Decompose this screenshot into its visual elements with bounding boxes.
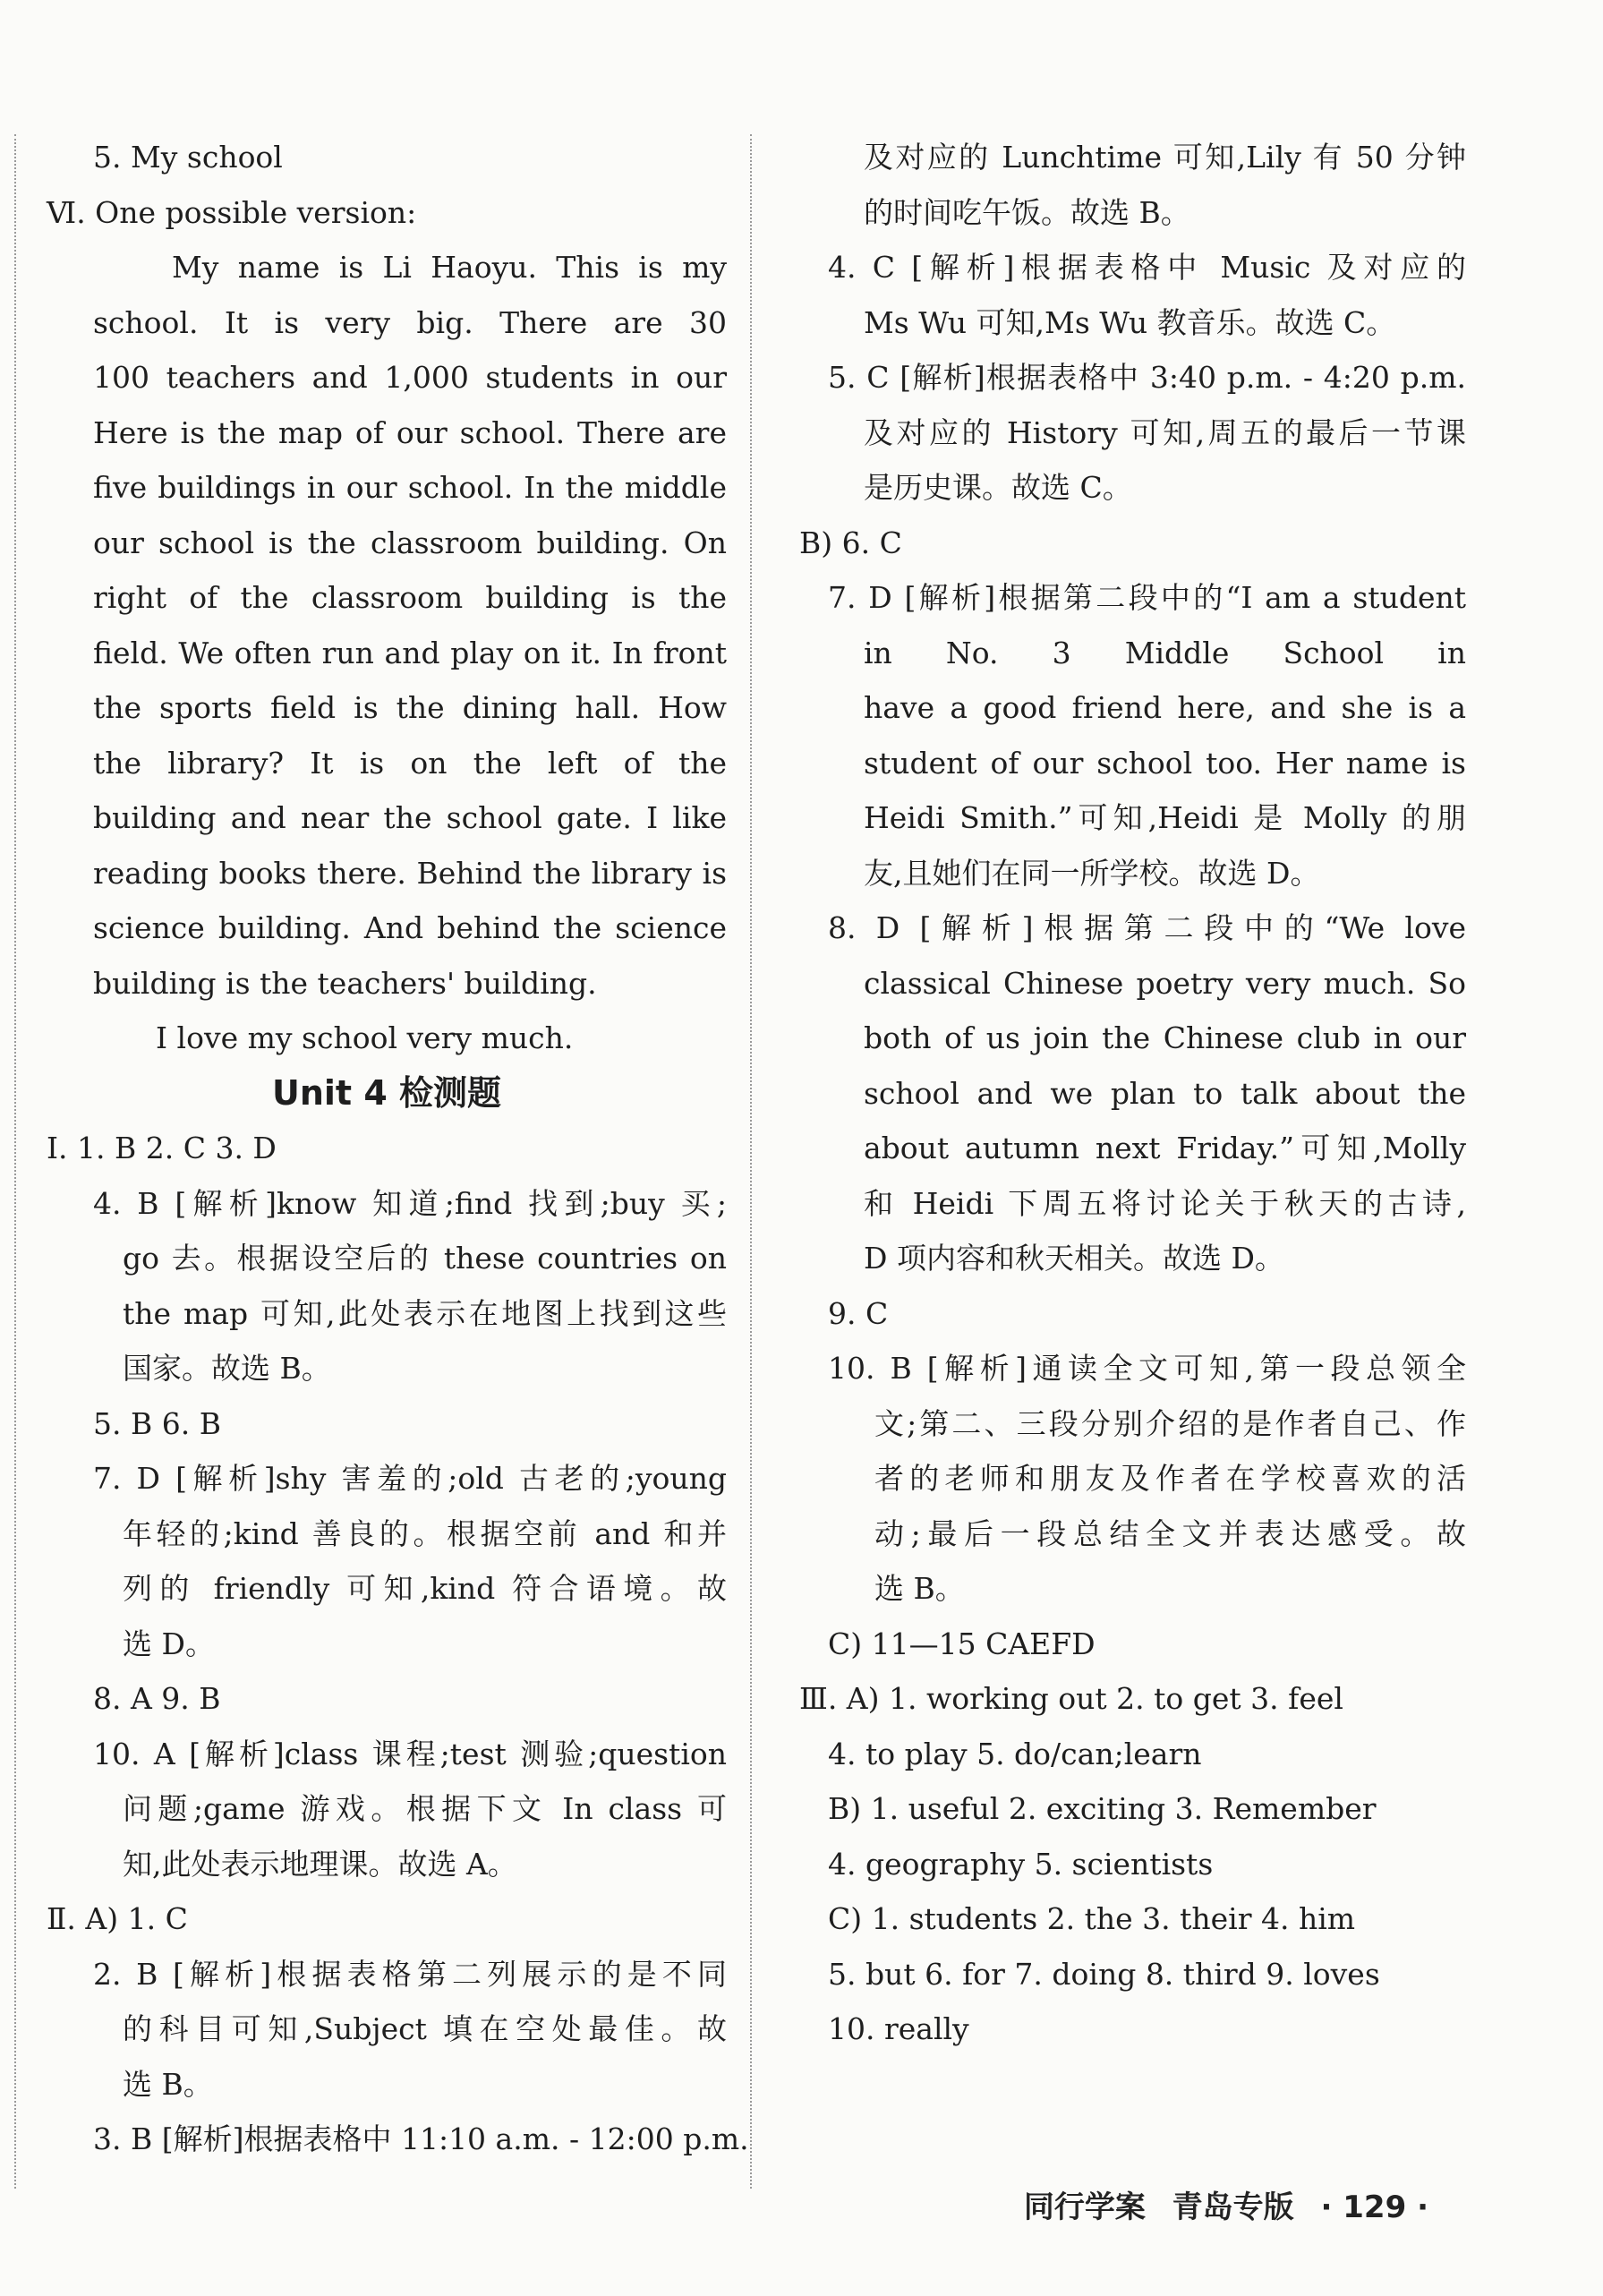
right-line: 及对应的 History 可知,周五的最后一节课 [864, 414, 1466, 450]
left-line: the library? It is on the left of the [93, 745, 727, 781]
left-line: I love my school very much. [156, 1020, 574, 1055]
right-line: 7. D [解析]根据第二段中的“I am a student [828, 580, 1466, 615]
right-line: 4. geography 5. scientists [828, 1846, 1214, 1882]
left-line: Ⅰ. 1. B 2. C 3. D [47, 1131, 277, 1165]
left-line: 问题;game 游戏。根据下文 In class 可 [123, 1791, 727, 1826]
left-line: our school is the classroom building. On [93, 525, 727, 560]
right-line: 8. D [解析]根据第二段中的“We love [828, 910, 1466, 945]
right-line: 友,且她们在同一所学校。故选 D。 [864, 855, 1320, 891]
left-line: 4. B [解析]know 知道;find 找到;buy 买; [93, 1185, 727, 1221]
right-line: school and we plan to talk about the [864, 1075, 1466, 1111]
right-line: 5. C [解析]根据表格中 3:40 p.m. - 4:20 p.m. [828, 360, 1466, 395]
left-line: Here is the map of our school. There are [93, 414, 727, 450]
right-line: both of us join the Chinese club in our [864, 1020, 1466, 1055]
right-line: 是历史课。故选 C。 [864, 470, 1132, 505]
right-line: Heidi Smith.”可知,Heidi 是 Molly 的朋 [864, 800, 1466, 835]
left-line: go 去。根据设空后的 these countries on [123, 1241, 727, 1276]
left-line: 2. B [解析]根据表格第二列展示的是不同 [93, 1956, 727, 1992]
left-margin-rule [14, 134, 16, 2189]
right-line: C) 1. students 2. the 3. their 4. him [828, 1901, 1356, 1936]
left-line: Ⅱ. A) 1. C [47, 1901, 188, 1936]
right-line: 文;第二、三段分别介绍的是作者自己、作 [874, 1405, 1466, 1441]
left-line: five buildings in our school. In the middle [93, 470, 727, 505]
left-line: right of the classroom building is the [93, 580, 727, 615]
left-line: school. It is very big. There are 30 [93, 304, 727, 340]
right-line: 10. B [解析]通读全文可知,第一段总领全 [828, 1351, 1466, 1386]
right-line: B) 6. C [799, 525, 902, 560]
left-line: Ⅵ. One possible version: [47, 194, 417, 230]
right-line: 4. to play 5. do/can;learn [828, 1736, 1202, 1771]
right-line: C) 11—15 CAEFD [828, 1626, 1096, 1661]
left-line: 3. B [解析]根据表格中 11:10 a.m. - 12:00 p.m. [93, 2121, 749, 2156]
left-line: 5. B 6. B [93, 1405, 221, 1441]
left-line: 选 D。 [123, 1626, 215, 1661]
right-line: 4. C [解析]根据表格中 Music 及对应的 [828, 250, 1466, 285]
left-line: the sports field is the dining hall. How [93, 690, 727, 725]
left-line: My name is Li Haoyu. This is my [172, 250, 727, 285]
right-line: 5. but 6. for 7. doing 8. third 9. loves [828, 1956, 1380, 1992]
right-line: Ms Wu 可知,Ms Wu 教音乐。故选 C。 [864, 304, 1396, 340]
right-line: 及对应的 Lunchtime 可知,Lily 有 50 分钟 [864, 140, 1466, 175]
right-line: have a good friend here, and she is a [864, 690, 1466, 725]
right-line: about autumn next Friday.”可知,Molly [864, 1131, 1466, 1165]
right-line: 选 B。 [874, 1571, 965, 1606]
right-column [799, 130, 1466, 2057]
left-line: 8. A 9. B [93, 1681, 221, 1716]
page-footer [1008, 2182, 1428, 2226]
section-title: Unit 4 检测题 [272, 1072, 501, 1113]
left-line: the map 可知,此处表示在地图上找到这些 [123, 1295, 727, 1331]
left-line: reading books there. Behind the library is [93, 855, 727, 891]
left-line: 10. A [解析]class 课程;test 测验;question [93, 1736, 727, 1771]
right-line: 10. really [828, 2011, 969, 2046]
left-line: 列的 friendly 可知,kind 符合语境。故 [123, 1571, 727, 1606]
left-line: 7. D [解析]shy 害羞的;old 古老的;young [93, 1461, 727, 1496]
page-number: · 129 · [1320, 2189, 1428, 2225]
footer-brand: 同行学案 [1023, 2189, 1146, 2225]
right-line: in No. 3 Middle School in [864, 635, 1466, 670]
footer-edition: 青岛专版 [1172, 2189, 1294, 2225]
left-line: 知,此处表示地理课。故选 A。 [123, 1846, 517, 1882]
left-line: 100 teachers and 1,000 students in our [93, 360, 727, 395]
left-line: 国家。故选 B。 [123, 1351, 331, 1386]
right-line: student of our school too. Her name is [864, 745, 1466, 781]
left-line: 选 B。 [123, 2066, 213, 2102]
left-column [47, 130, 749, 2167]
left-line: 的科目可知,Subject 填在空处最佳。故 [123, 2011, 727, 2046]
right-line: 和 Heidi 下周五将讨论关于秋天的古诗, [864, 1185, 1466, 1221]
right-line: Ⅲ. A) 1. working out 2. to get 3. feel [799, 1681, 1343, 1716]
left-line: 5. My school [93, 140, 283, 175]
left-line: field. We often run and play on it. In front [93, 635, 727, 670]
right-line: 动;最后一段总结全文并表达感受。故 [874, 1515, 1466, 1551]
right-line: 9. C [828, 1295, 889, 1331]
left-line: 年轻的;kind 善良的。根据空前 and 和并 [123, 1515, 727, 1551]
left-line: science building. And behind the science [93, 910, 727, 945]
right-line: 者的老师和朋友及作者在学校喜欢的活 [874, 1461, 1466, 1496]
right-line: B) 1. useful 2. exciting 3. Remember [828, 1791, 1377, 1826]
right-line: classical Chinese poetry very much. So [864, 965, 1466, 1001]
left-line: building and near the school gate. I like [93, 800, 727, 835]
right-line: 的时间吃午饭。故选 B。 [864, 194, 1190, 230]
right-line: D 项内容和秋天相关。故选 D。 [864, 1241, 1284, 1276]
column-divider [750, 134, 752, 2189]
left-line: building is the teachers' building. [93, 965, 597, 1001]
